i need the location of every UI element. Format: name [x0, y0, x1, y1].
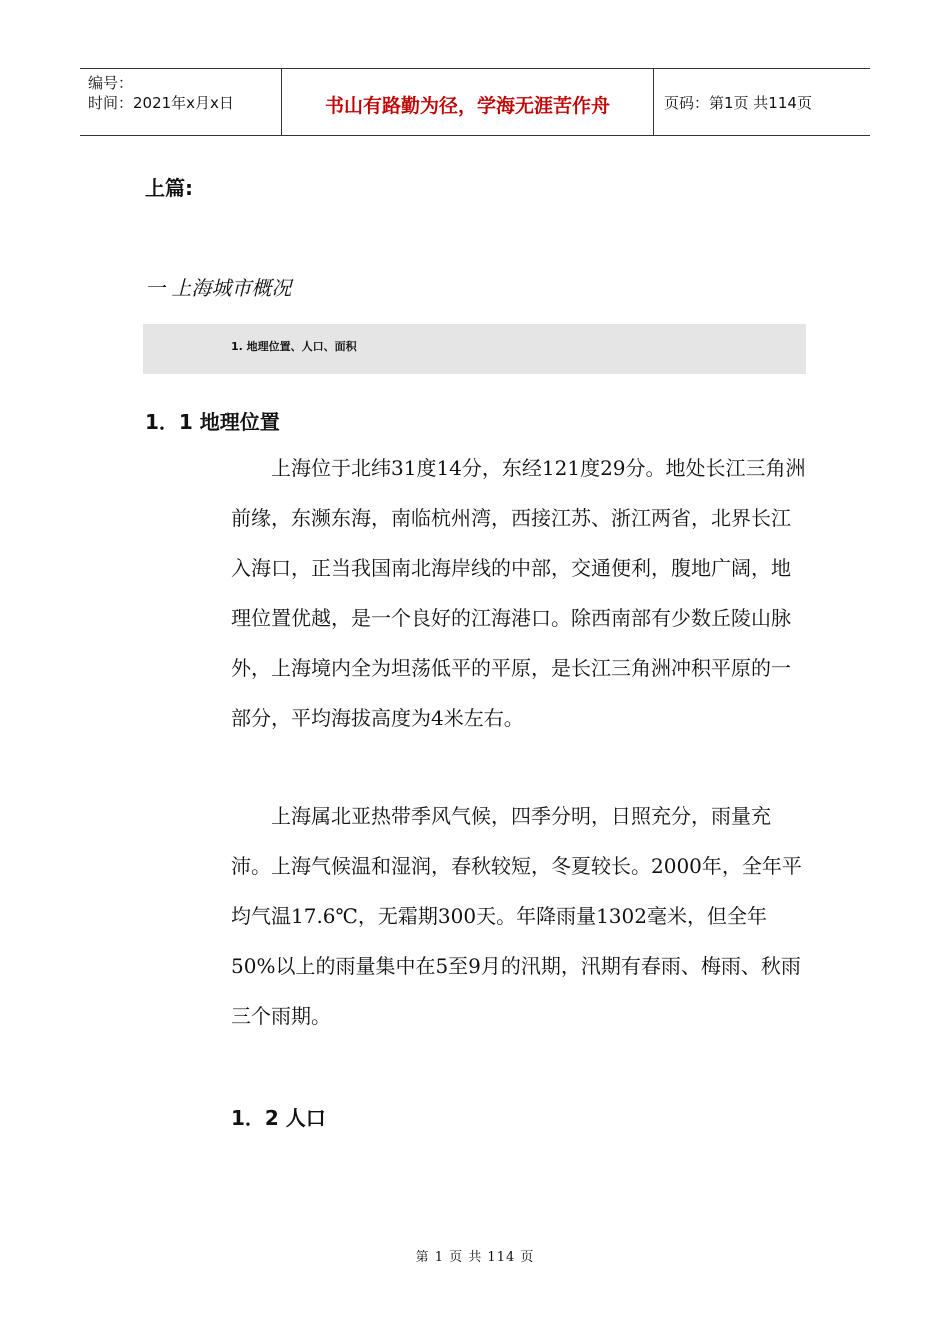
- section-title-population: 1．2 人口: [231, 1106, 326, 1130]
- page-footer: 第 1 页 共 114 页: [415, 1250, 535, 1265]
- paragraph-climate: 上海属北亚热带季风气候，四季分明，日照充分，雨量充沛。上海气候温和湿润，春秋较短，冬夏较长。2000年，全年平均气温17.6℃，无霜期300天。年降雨量1302毫米，但全年50%以上的雨量集中在5至9月的汛期，汛期有春雨、梅雨、秋雨三个雨期。: [231, 804, 802, 1028]
- toc-item: 1. 地理位置、人口、面积: [231, 340, 357, 353]
- document-header: [80, 68, 870, 136]
- header-meta-cell: [80, 69, 282, 135]
- paragraph-geography: 上海位于北纬31度14分，东经121度29分。地处长江三角洲前缘，东濒东海，南临杭州湾，西接江苏、浙江两省，北界长江入海口，正当我国南北海岸线的中部，交通便利，腹地广阔，地理位置优越，是一个良好的江海港口。除西南部有少数丘陵山脉外，上海境内全为坦荡低平的平原，是长江三角洲冲积平原的一部分，平均海拔高度为4米左右。: [231, 456, 806, 730]
- header-motto: 书山有路勤为径，学海无涯苦作舟: [324, 94, 610, 117]
- header-motto-cell: [282, 69, 654, 135]
- time-label: 时间：2021年x月x日: [88, 94, 234, 112]
- header-page-info: 页码：第1页 共114页: [664, 93, 812, 112]
- section-title-geography: 1．1 地理位置: [145, 410, 280, 434]
- number-label: 编号：: [88, 74, 134, 92]
- chapter-title: 一 上海城市概况: [145, 276, 292, 300]
- header-page-cell: [654, 69, 870, 135]
- part-title: 上篇:: [145, 176, 193, 200]
- toc-box: [143, 324, 806, 374]
